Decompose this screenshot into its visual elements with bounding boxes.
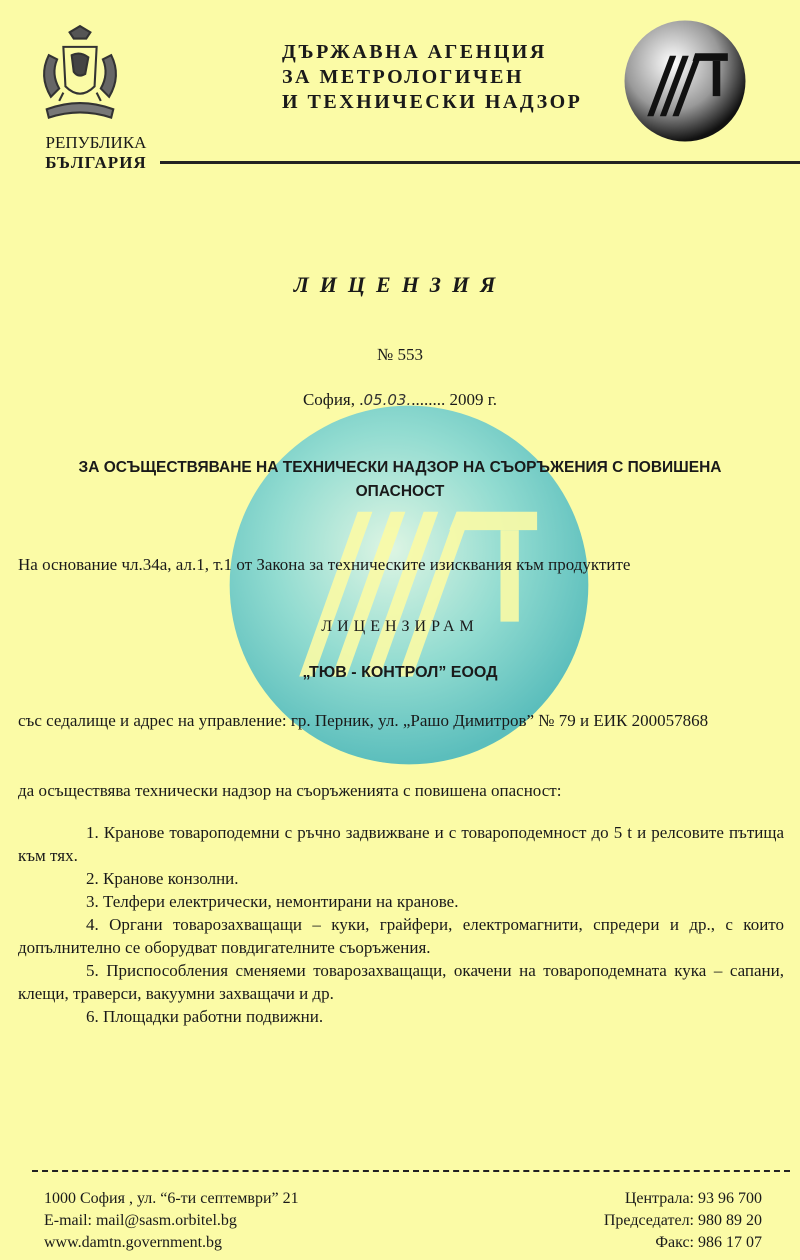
bulgarian-coat-of-arms-icon: [28, 24, 132, 128]
decree-word: ЛИЦЕНЗИРАМ: [321, 618, 479, 635]
footer-contacts-right: [540, 1188, 762, 1254]
republic-line-1: РЕПУБЛИКА: [45, 133, 147, 152]
list-item: 1. Кранове товароподемни с ръчно задвижване и с товароподемност до 5 t и релсовите пътища към тях.: [18, 823, 784, 865]
license-number: № 553: [377, 345, 423, 364]
year-suffix: 2009 г.: [445, 390, 498, 409]
republic-label: [36, 133, 156, 173]
license-subject: ЗА ОСЪЩЕСТВЯВАНЕ НА ТЕХНИЧЕСКИ НАДЗОР НА СЪОРЪЖЕНИЯ С ПОВИШЕНА ОПАСНОСТ: [78, 459, 722, 500]
footer-chairman: Председател: 980 89 20: [603, 1212, 762, 1229]
list-item: 4. Органи товарозахващащи – куки, грайфери, електромагнити, спредери и др., с които допълнително се оборудват повдигателните съоръжения.: [18, 915, 784, 957]
list-item: 3. Телфери електрически, немонтирани на кранове.: [86, 892, 459, 911]
header-divider: [160, 161, 800, 164]
scope-list: [18, 821, 784, 1028]
company-address: със седалище и адрес на управление: гр. Перник, ул. „Рашо Димитров” № 79 и ЕИК 200057868: [18, 711, 709, 730]
footer-contacts-left: [44, 1188, 299, 1254]
footer-divider: [32, 1170, 790, 1172]
place-prefix: София,: [302, 390, 360, 409]
republic-line-2: БЪЛГАРИЯ: [45, 153, 147, 172]
document-title: ЛИЦЕНЗИЯ: [293, 272, 507, 297]
list-item: 2. Кранове конзолни.: [86, 869, 239, 888]
agency-logo-icon: [622, 18, 748, 144]
footer-switchboard: Централа: 93 96 700: [624, 1190, 762, 1207]
scope-intro: да осъществява технически надзор на съоръженията с повишена опасност:: [18, 781, 562, 800]
agency-line-2: ЗА МЕТРОЛОГИЧЕН: [282, 66, 525, 88]
footer-fax: Факс: 986 17 07: [655, 1234, 762, 1251]
footer-email: E-mail: mail@sasm.orbitel.bg: [44, 1212, 237, 1229]
list-item: 6. Площадки работни подвижни.: [86, 1007, 324, 1026]
place-and-date: София, .05.03......... 2009 г.: [302, 390, 498, 409]
footer-address: 1000 София , ул. “6-ти септември” 21: [44, 1190, 299, 1207]
agency-name: [282, 40, 582, 115]
company-name: „ТЮВ - КОНТРОЛ” ЕООД: [302, 664, 498, 681]
list-item: 5. Приспособления сменяеми товарозахващащи, окачени на товароподемната кука – сапани, клещи, траверси, вакуумни захващачи и др.: [18, 961, 784, 1003]
footer-website: www.damtn.government.bg: [44, 1234, 223, 1251]
legal-basis: На основание чл.34а, ал.1, т.1 от Закона за техническите изисквания към продуктите: [18, 555, 631, 574]
handwritten-date: 05.03.: [363, 391, 412, 409]
agency-line-3: И ТЕХНИЧЕСКИ НАДЗОР: [282, 91, 583, 113]
agency-line-1: ДЪРЖАВНА АГЕНЦИЯ: [282, 41, 547, 63]
